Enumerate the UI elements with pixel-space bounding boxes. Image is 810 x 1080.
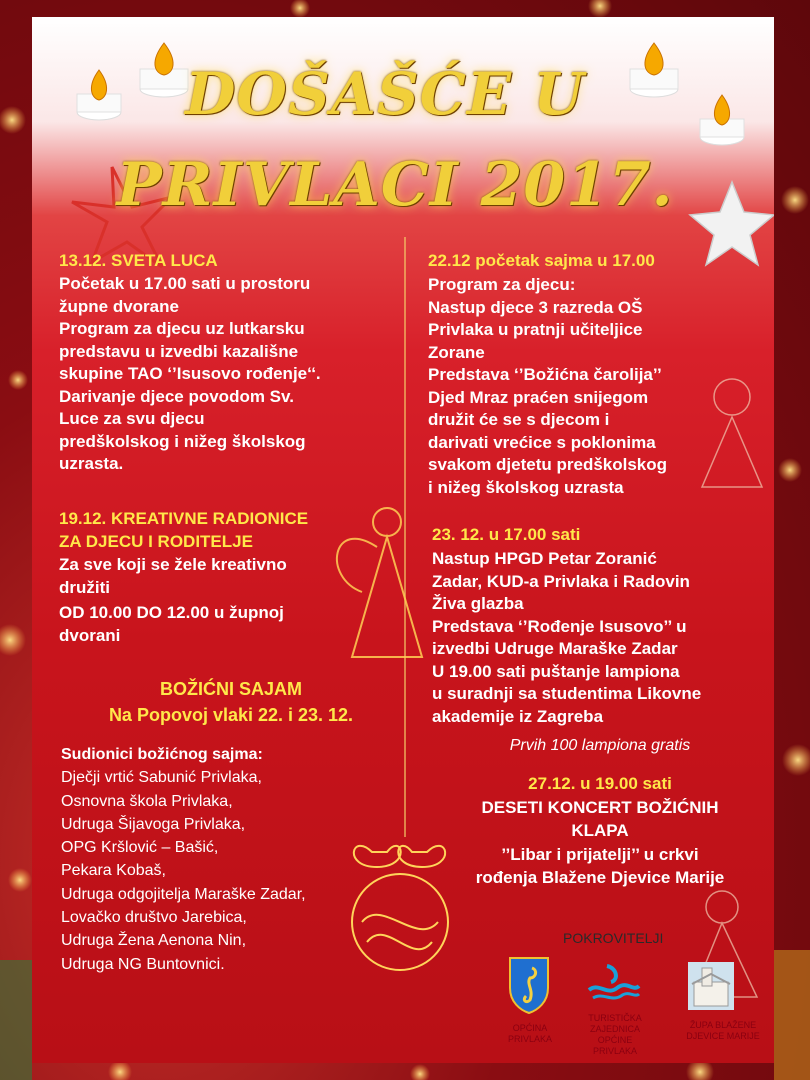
d22-text: Program za djecu: Nastup djece 3 razreda OŠ Privlaka u pratnji učiteljice Zorane Predstava ‘’Božićna čarolija’’ Djed Mraz praćen snijegom družit će se s djecom i darivati vrećice s poklonima svakom djetetu predškolskog i nižeg školskog uzrasta	[428, 275, 668, 497]
sponsor-caption-tz: TURISTIČKA ZAJEDNICA OPĆINE PRIVLAKA	[588, 1013, 642, 1056]
radionice-heading: 19.12. KREATIVNE RADIONICE ZA DJECU I RODITELJE	[59, 509, 309, 551]
sponsor-caption-opcina: OPĆINA PRIVLAKA	[507, 1023, 553, 1044]
d22-heading: 22.12 početak sajma u 17.00	[428, 251, 655, 270]
title-line-2: PRIVLACI 2017.	[116, 150, 674, 220]
luca-text: Početak u 17.00 sati u prostoru župne dvorane Program za djecu uz lutkarsku predstavu u izvedbi kazališne skupine TAO ‘’Isusovo rođenje‘‘. Darivanje djece povodom Sv. Luce za svu djecu predškolskog i nižeg školskog uzrasta.	[59, 274, 321, 473]
d23-note: Prvih 100 lampiona gratis	[509, 737, 691, 754]
radionice-text: Za sve koji se žele kreativno družiti OD 10.00 DO 12.00 u župnoj dvorani	[59, 555, 287, 645]
d27-heading: 27.12. u 19.00 sati	[528, 774, 672, 793]
sponsors-heading: POKROVITELJI	[563, 930, 664, 946]
church-photo-icon	[688, 962, 734, 1010]
luca-heading: 13.12. SVETA LUCA	[59, 251, 218, 270]
d23-text: Nastup HPGD Petar Zoranić Zadar, KUD-a Privlaka i Radovin Živa glazba Predstava ‘’Rođenje Isusovo’’ u izvedbi Udruge Maraške Zadar U 19.00 sati puštanje lampiona u suradnji sa studentima Likovne akademije iz Zagreba	[432, 549, 702, 726]
sponsor-caption-zupa: ŽUPA BLAŽENE DJEVICE MARIJE	[686, 1020, 760, 1041]
angel-outline-icon	[692, 379, 762, 997]
title-line-1: DOŠAŠĆE U	[185, 60, 585, 128]
sudionici-list: Sudionici božićnog sajma: Dječji vrtić Sabunić Privlaka, Osnovna škola Privlaka, Udruga Šijavoga Privlaka, OPG Kršlović – Bašić, Pekara Kobaš, Udruga odgojitelja Maraške Zadar, Lovačko društvo Jarebica, Udruga Žena Aenona Nin, Udruga NG Buntovnici.	[61, 746, 306, 973]
d23-heading: 23. 12. u 17.00 sati	[432, 525, 581, 544]
angel-outline-icon	[337, 508, 422, 657]
tourist-board-logo-icon	[585, 962, 641, 1002]
seahorse-coat-of-arms-icon	[508, 956, 550, 1014]
sajam-heading: BOŽIĆNI SAJAM Na Popovoj vlaki 22. i 23. 12.	[108, 679, 354, 725]
d27-text: DESETI KONCERT BOŽIĆNIH KLAPA ’’Libar i prijatelji’’ u crkvi rođenja Blažene Djevice Marije	[475, 798, 725, 887]
